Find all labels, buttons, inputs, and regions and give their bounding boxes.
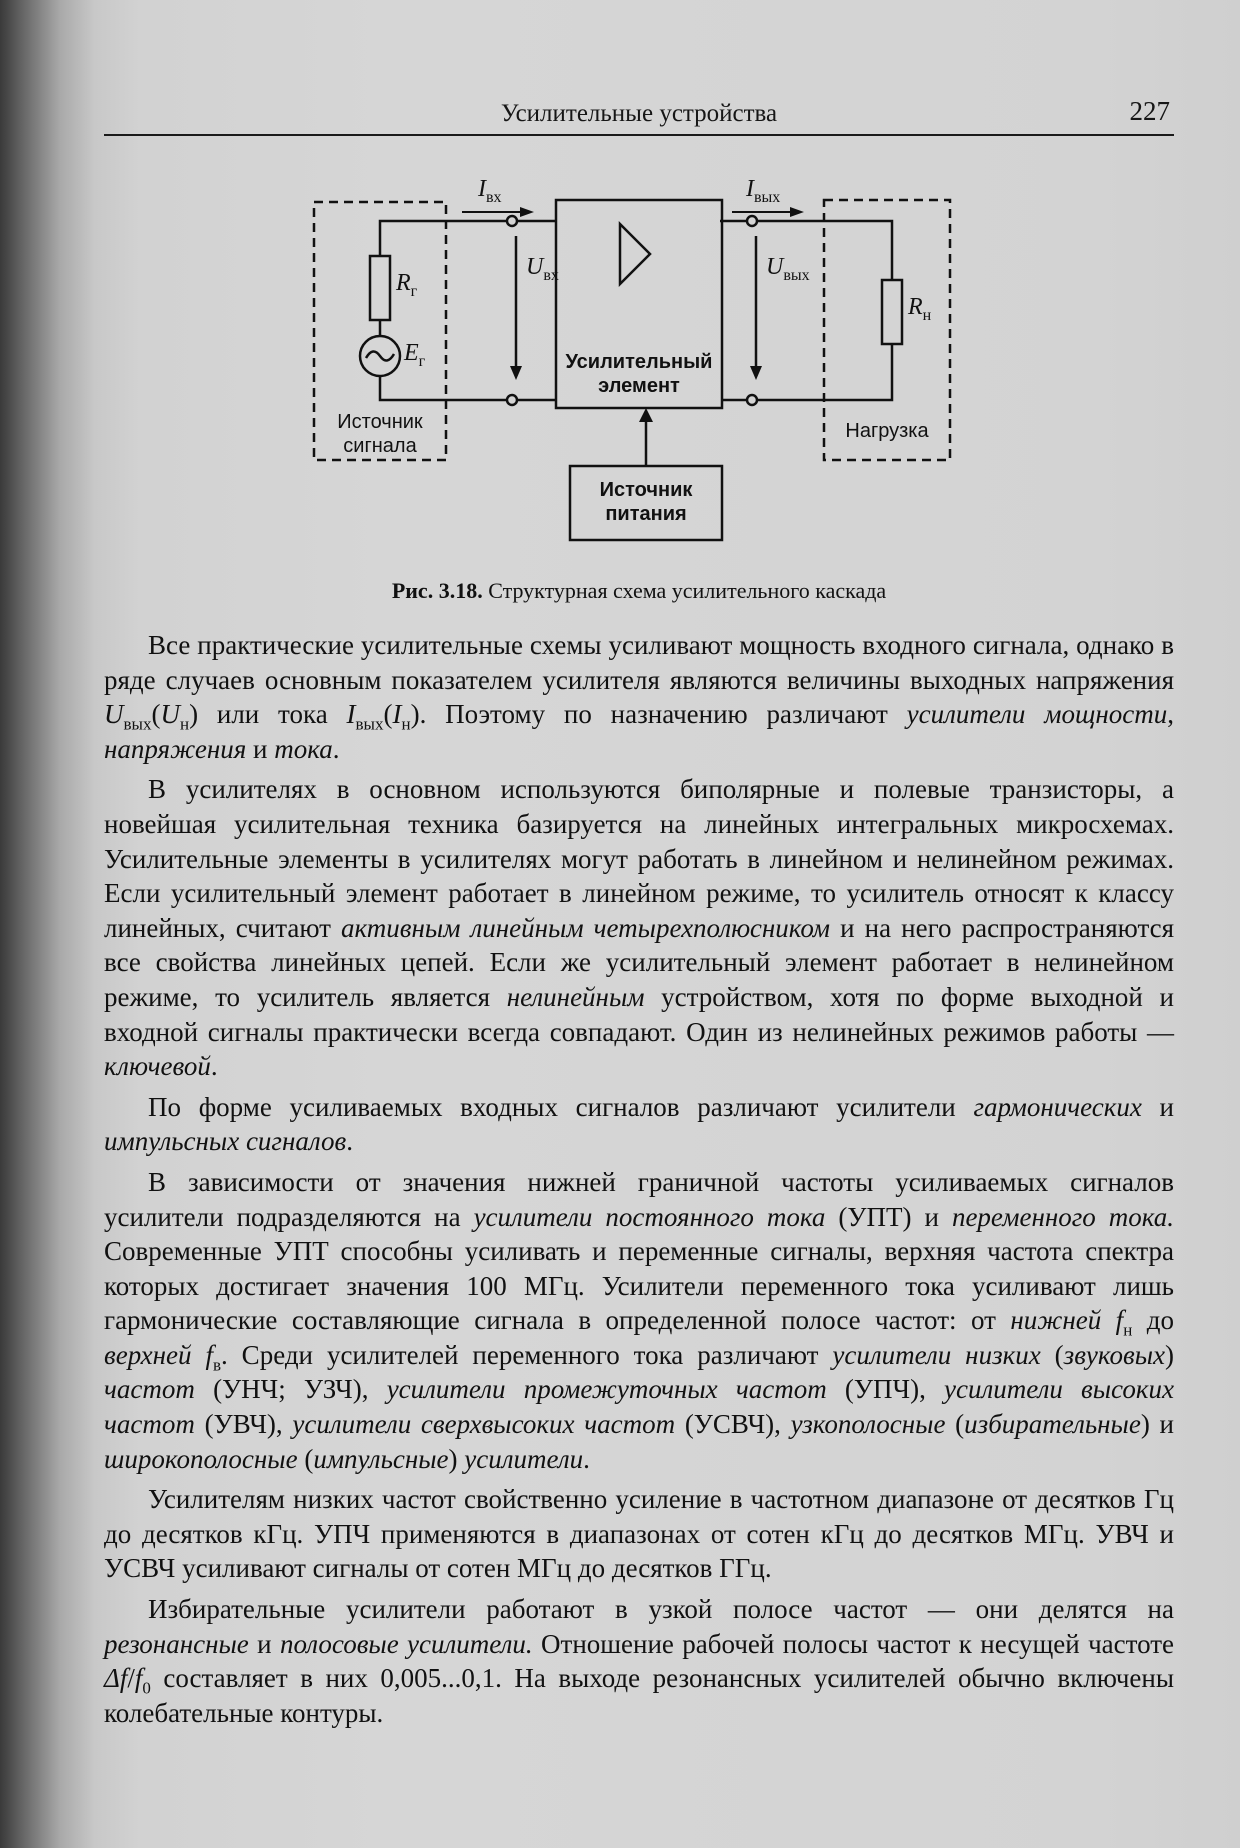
output-terminal-top [747,216,757,226]
paragraph-3: По форме усиливаемых входных сигналов различают усилители гармонических и импульсных сигналов. [104,1091,1175,1157]
amplifier-triangle-icon [620,224,650,284]
label-r-g: $R_г$ [396,270,418,300]
label-i-in: $I_{вх}$ [478,176,502,206]
body-text [104,628,1174,1736]
amplifier-label-line2: элемент [598,375,680,397]
u-out-arrowhead [750,366,762,380]
input-terminal-bottom [507,395,517,405]
i-out-arrowhead [790,207,804,217]
resistor-rg [370,256,390,320]
source-wire-bottom [380,394,508,400]
i-in-arrowhead [520,207,534,217]
output-terminal-bottom [747,395,757,405]
amplifier-stage-diagram [300,168,980,548]
resistor-rn [882,280,902,344]
u-in-arrowhead [510,366,522,380]
page-number: 227 [1129,96,1170,126]
label-r-n: $R_н$ [908,294,932,324]
page-header [104,96,1174,136]
paragraph-4: В зависимости от значения нижней граничной частоты усиливаемых сигналов усилители подразделяются на усилители постоянного тока (УПТ) и переменного тока. Современные УПТ способны усиливать и переменные сигналы, верхняя частота спектра которых достигает значения 100 МГц. Усилители переменного тока усиливают лишь гармонические составляющие сигнала в определенной полосе частот: от нижней $f_н$ до верхней $f_в$. Среди усилителей переменного тока различают усилители низких (звуковых) частот (УНЧ; УЗЧ), усилители промежуточных частот (УПЧ), усилители высоких частот (УВЧ), усилители сверхвысоких частот (УСВЧ), узкополосные (избирательные) и широкополосные (импульсные) усилители. [104,1166,1175,1474]
running-title: Усилительные устройства [500,100,778,127]
amplifier-element-label [556,350,722,398]
signal-source-label [316,410,444,458]
power-label-line2: питания [605,503,687,525]
signal-source-line1: Источник [337,411,423,433]
caption-number: Рис. 3.18. [391,578,483,603]
label-i-out: $I_{вых}$ [746,176,781,206]
load-label: Нагрузка [845,420,929,442]
source-wire-top [380,221,508,256]
label-u-out: $U_{вых}$ [766,254,810,284]
label-u-in: $U_{вх}$ [526,254,559,284]
paragraph-6: Избирательные усилители работают в узкой полосе частот — они делятся на резонансные и полосовые усилители. Отношение рабочей полосы частот к несущей частоте $\Delta f/f_0$ составляет в них 0,005...0,1. На выходе резонансных усилителей обычно включены колебательные контуры. [104,1594,1174,1728]
sine-wave-icon [366,351,394,360]
power-source-label [570,478,722,526]
amplifier-label-line1: Усилительный [565,351,713,373]
paragraph-1: Все практические усилительные схемы усиливают мощность входного сигнала, однако в ряде случаев основным показателем усилителя являются величины выходных напряжения $U_{вых}(U_н)$ или тока $I_{вых}(I_н)$. Поэтому по назначению различают усилители мощности, напряжения и тока. [104,630,1174,764]
paragraph-5: Усилителям низких частот свойственно усиление в частотном диапазоне от десятков Гц до десятков кГц. УПЧ применяются в диапазонах от сотен кГц до десятков МГц. УВЧ и УСВЧ усиливают сигналы от сотен МГц до десятков ГГц. [104,1484,1174,1584]
paragraph-2: В усилителях в основном используются биполярные и полевые транзисторы, а новейшая усилительная техника базируется на линейных интегральных микросхемах. Усилительные элементы в усилителях могут работать в линейном и нелинейном режимах. Если усилительный элемент работает в линейном режиме, то усилитель относят к классу линейных, считают активным линейным четырехполюсником и на него распространяются все свойства линейных цепей. Если же усилительный элемент работает в нелинейном режиме, то усилитель является нелинейным устройством, хотя по форме выходной и входной сигналы практически всегда совпадают. Один из нелинейных режимов работы — ключевой. [104,774,1175,1082]
input-terminal-top [507,216,517,226]
power-arrowhead [639,408,653,422]
label-e-g: $E_г$ [404,340,426,370]
figure-caption [104,578,1174,604]
signal-source-line2: сигнала [343,435,417,457]
power-label-line1: Источник [599,479,693,501]
caption-text: Структурная схема усилительного каскада [488,578,887,603]
